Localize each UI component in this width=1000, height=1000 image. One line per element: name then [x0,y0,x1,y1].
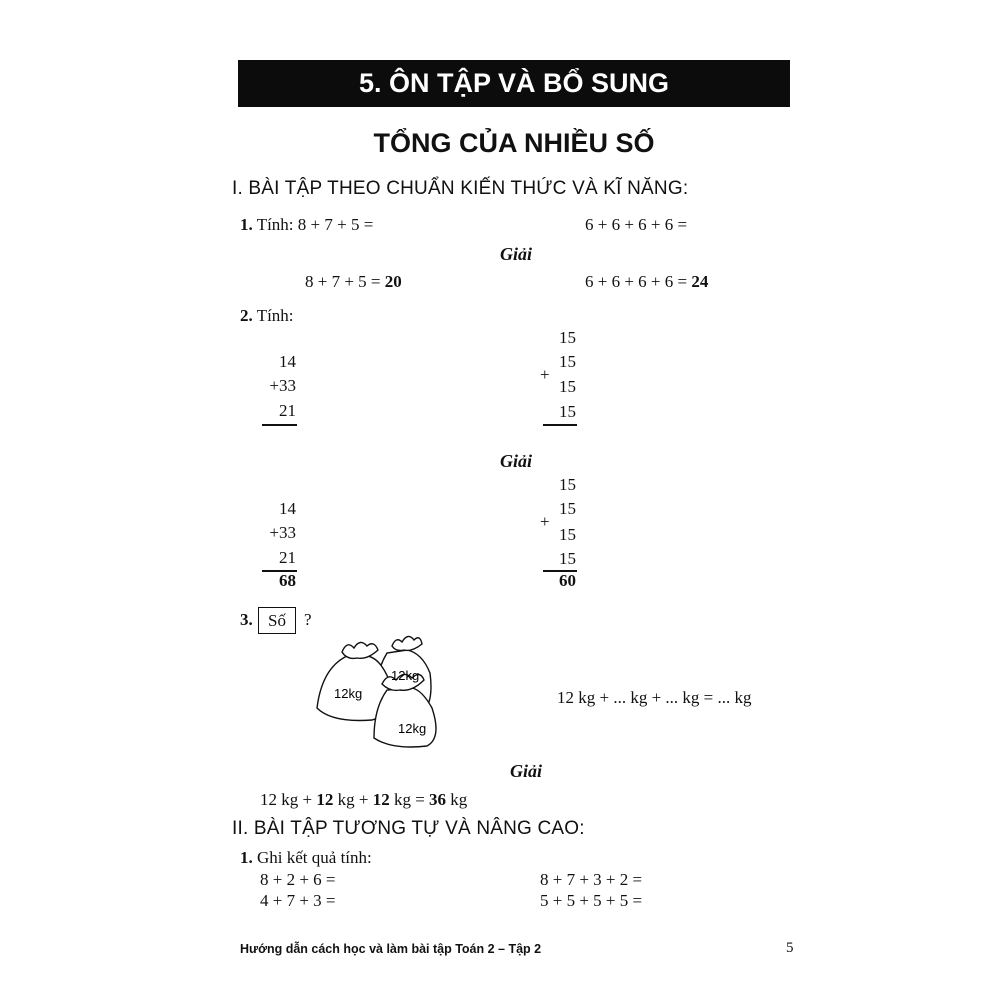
ex2-number: 2. [240,306,253,325]
bag-label-front: 12kg [398,721,427,736]
s2-expr: 8 + 7 + 3 + 2 = [540,870,643,889]
ex3-formula: 12 kg + ... kg + ... kg = ... kg [557,688,752,707]
ex3-number: 3. [240,610,253,629]
sol-left-3: 21 [279,548,296,567]
ex2-solution-label: Giải [500,451,533,471]
footer-book-title: Hướng dẫn cách học và làm bài tập Toán 2 – Tập 2 [240,942,542,956]
ex2-label: Tính: [256,306,294,325]
s2-expr: 4 + 7 + 3 = [260,891,336,910]
s2-expr: 5 + 5 + 5 + 5 = [540,891,643,910]
col-right-3: 15 [559,377,576,396]
sol-right-4: 15 [559,549,576,568]
ex1-number: 1. [240,215,253,234]
ex1-solution-label: Giải [500,244,533,264]
bag-label-back: 12kg [391,668,420,683]
section1-heading: I. BÀI TẬP THEO CHUẨN KIẾN THỨC VÀ KĨ NĂNG: [232,178,689,199]
lesson-title: 5. ÔN TẬP VÀ BỔ SUNG [358,68,670,98]
sol-right-1: 15 [559,475,576,494]
result: 20 [384,272,402,291]
ex3-solution-label: Giải [510,761,543,781]
ex1-answer-left [305,272,402,292]
bags-illustration [312,628,447,753]
t: 12 [316,790,334,809]
so-box: Số [258,607,296,634]
lesson-subtitle: TỔNG CỦA NHIỀU SỐ [373,128,655,158]
sol-left-sum: 68 [279,571,296,590]
sol-right-sum: 60 [559,571,576,590]
t: 36 [429,790,447,809]
t: kg = [393,790,425,809]
ex2-question [240,306,294,326]
ex1-answer-right [585,272,708,292]
col-right-2: 15 [559,352,576,371]
ex1-question [240,215,373,235]
plus-sign: + [540,512,550,531]
ex1-label: Tính: 8 + 7 + 5 = [256,215,374,234]
s2-expr: 8 + 2 + 6 = [260,870,336,889]
sol-right-3: 15 [559,525,576,544]
t: kg [450,790,468,809]
sol-left-1: 14 [279,499,296,518]
t: 12 kg + [260,790,313,809]
result: 24 [691,272,709,291]
bag-label-left: 12kg [334,686,363,701]
section2-heading: II. BÀI TẬP TƯƠNG TỰ VÀ NÂNG CAO: [232,818,585,839]
ex1-right: 6 + 6 + 6 + 6 = [585,215,688,234]
col-left-1: 14 [279,352,296,371]
col-right-4: 15 [559,402,576,421]
sum-rule [543,424,577,426]
page-number: 5 [786,940,794,956]
plus-sign: + [540,365,550,384]
t: kg + [337,790,369,809]
col-left-3: 21 [279,401,296,420]
t: 12 [372,790,390,809]
s2-ex1-question [240,848,372,868]
col-right-1: 15 [559,328,576,347]
label: Ghi kết quả tính: [257,848,372,867]
col-left-2: +33 [269,376,296,395]
expr: 8 + 7 + 5 = [305,272,381,291]
expr: 6 + 6 + 6 + 6 = [585,272,688,291]
sol-left-2: +33 [269,523,296,542]
sol-right-2: 15 [559,499,576,518]
ex3-answer [260,790,467,810]
ex3-question-mark: ? [304,610,312,629]
number: 1. [240,848,253,867]
sum-rule [262,424,297,426]
